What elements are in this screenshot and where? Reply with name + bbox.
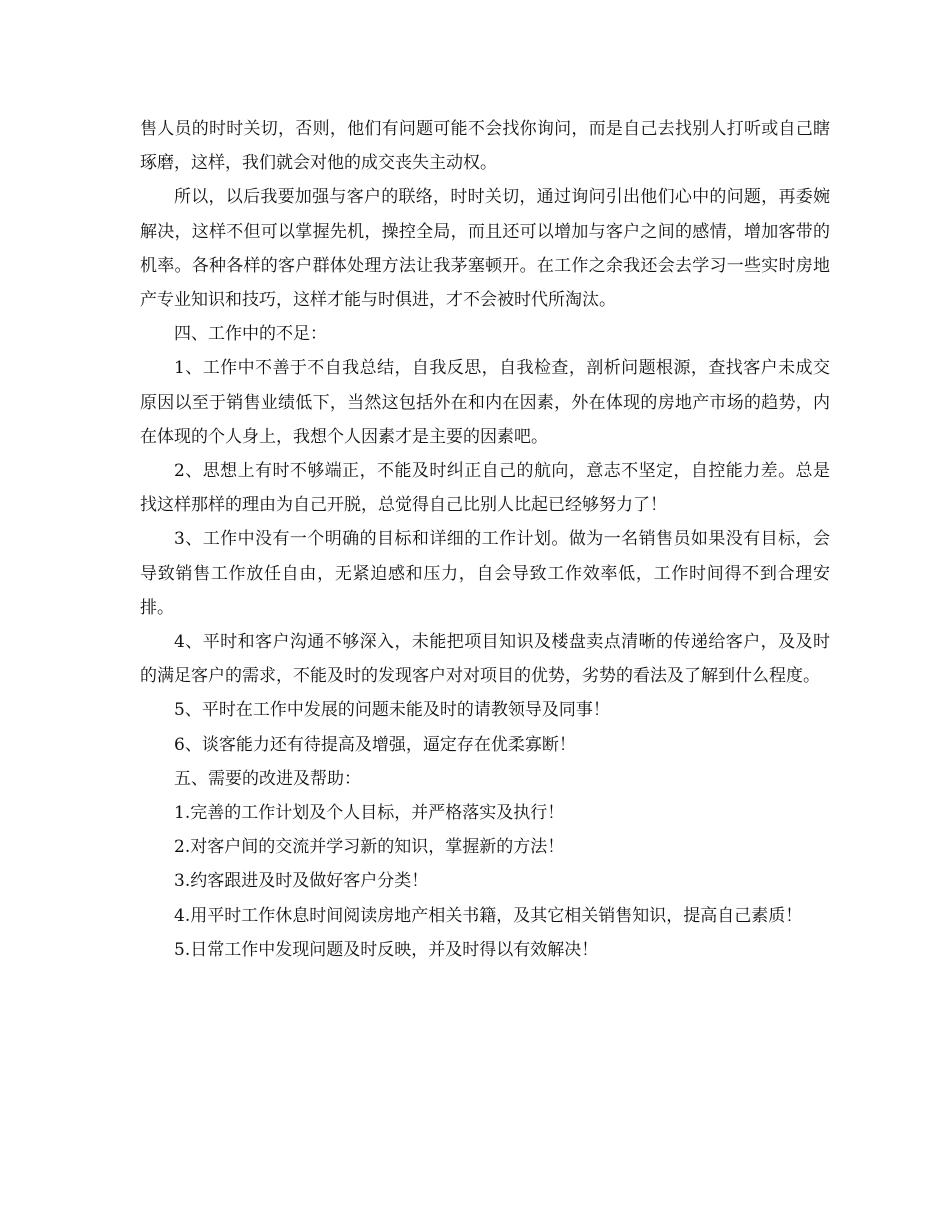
paragraph-continued: 售人员的时时关切，否则，他们有问题可能不会找你询问，而是自己去找别人打听或自己瞎琢磨，这样，我们就会对他的成交丧失主动权。 bbox=[140, 119, 830, 174]
shortcoming-item-3: 3、工作中没有一个明确的目标和详细的工作计划。做为一名销售员如果没有目标，会导致销售工作放任自由，无紧迫感和压力，自会导致工作效率低，工作时间得不到合理安排。 bbox=[140, 529, 830, 618]
improvement-item-2: 2.对客户间的交流并学习新的知识，掌握新的方法！ bbox=[174, 837, 565, 858]
shortcoming-item-2: 2、思想上有时不够端正，不能及时纠正自己的航向，意志不坚定，自控能力差。总是找这样那样的理由为自己开脱，总觉得自己比别人比起已经够努力了！ bbox=[140, 461, 830, 516]
improvement-item-3: 3.约客跟进及时及做好客户分类！ bbox=[174, 871, 429, 892]
shortcoming-item-5: 5、平时在工作中发展的问题未能及时的请教领导及同事！ bbox=[174, 700, 610, 721]
shortcoming-item-6: 6、谈客能力还有待提高及增强，逼定存在优柔寡断！ bbox=[174, 734, 576, 755]
shortcoming-item-4: 4、平时和客户沟通不够深入，未能把项目知识及楼盘卖点清晰的传递给客户，及及时的满足客户的需求，不能及时的发现客户对对项目的优势，劣势的看法及了解到什么程度。 bbox=[140, 632, 830, 687]
paragraph-customer-contact: 所以，以后我要加强与客户的联络，时时关切，通过询问引出他们心中的问题，再委婉解决，这样不但可以掌握先机，操控全局，而且还可以增加与客户之间的感情，增加客带的机率。各种各样的客户群体处理方法让我茅塞顿开。在工作之余我还会去学习一些实时房地产专业知识和技巧，这样才能与时俱进，才不会被时代所淘汰。 bbox=[140, 187, 830, 311]
section-heading-improvements: 五、需要的改进及帮助： bbox=[174, 768, 361, 789]
section-heading-shortcomings: 四、工作中的不足： bbox=[174, 324, 327, 345]
shortcoming-item-1: 1、工作中不善于不自我总结，自我反思，自我检查，剖析问题根源，查找客户未成交原因以至于销售业绩低下，当然这包括外在和内在因素，外在体现的房地产市场的趋势，内在体现的个人身上，我想个人因素才是主要的因素吧。 bbox=[140, 358, 830, 447]
document-body bbox=[140, 112, 830, 967]
improvement-item-4: 4.用平时工作休息时间阅读房地产相关书籍，及其它相关销售知识，提高自己素质！ bbox=[174, 905, 803, 926]
improvement-item-1: 1.完善的工作计划及个人目标，并严格落实及执行！ bbox=[174, 803, 565, 824]
improvement-item-5: 5.日常工作中发现问题及时反映，并及时得以有效解决！ bbox=[174, 939, 599, 960]
